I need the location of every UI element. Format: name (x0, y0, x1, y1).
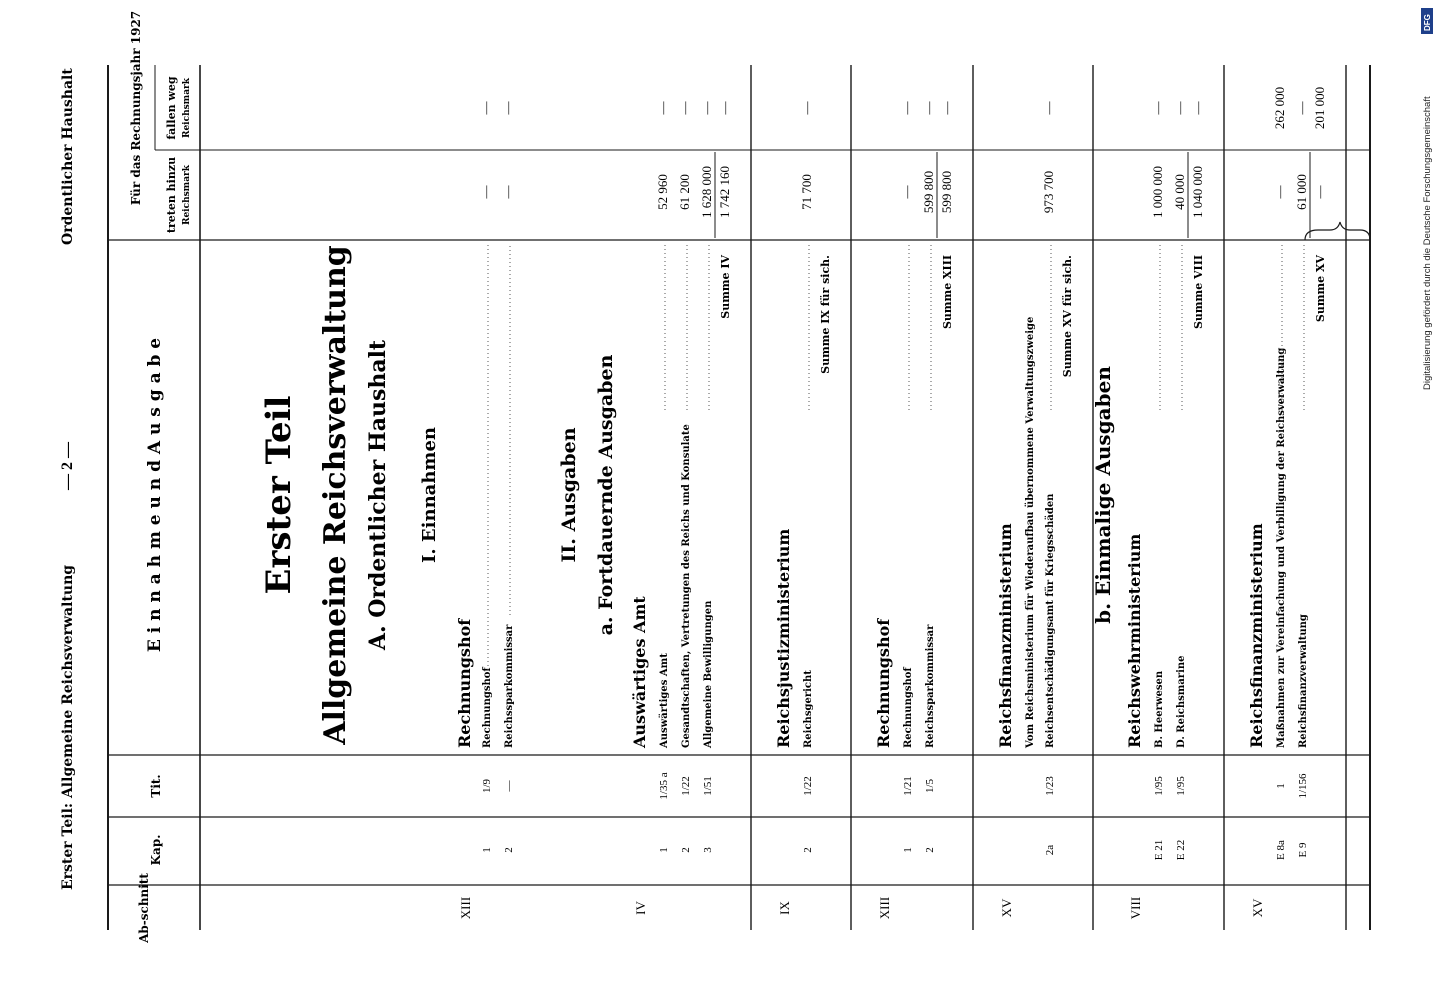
kap-cell: 2 (924, 847, 936, 853)
kap-cell: E 21 (1153, 839, 1165, 861)
heading-ongoing: a. Fortdauernde Ausgaben (595, 354, 617, 636)
sum-drop: — (1190, 101, 1205, 115)
ongoing-blocks (630, 65, 1093, 930)
abschnitt-label: XIII (458, 896, 473, 920)
row-label: Gesandtschaften, Vertretungen des Reichs und Konsulate (681, 424, 692, 748)
add-cell: 973 700 (1041, 170, 1056, 214)
row-label: Auswärtiges Amt (659, 653, 670, 748)
heading-onetime: b. Einmalige Ausgaben (1091, 366, 1115, 624)
row-label: Reichssparkommissar (504, 624, 515, 748)
heading-expenses: II. Ausgaben (558, 427, 580, 563)
sum-row (1310, 87, 1327, 322)
block-title: Reichsfinanzministerium (996, 523, 1015, 748)
sum-add: 1 040 000 (1190, 166, 1205, 218)
kap-cell: 3 (702, 847, 714, 853)
sum-drop: 201 000 (1312, 86, 1327, 130)
credit-text: Digitalisierung gefördert durch die Deutsche Forschungsgemeinschaft (1422, 96, 1433, 390)
row-label: Reichsentschädigungsamt für Kriegsschäden (1045, 493, 1056, 748)
table-row (899, 101, 914, 853)
add-cell: — (899, 185, 914, 199)
income-block-rechnungshof (455, 101, 515, 920)
kap-cell: 1 (481, 847, 493, 853)
add-cell: 71 700 (799, 174, 814, 210)
sum-row (1061, 255, 1074, 377)
sum-row (715, 101, 732, 319)
kap-cell: 2 (680, 847, 692, 853)
sum-drop: — (717, 101, 732, 115)
abschnitt-label: XV (1250, 898, 1265, 918)
drop-cell: — (899, 101, 914, 115)
kap-cell: 2 (802, 847, 814, 853)
tit-cell: 1 (1275, 783, 1287, 789)
add-cell: 1 628 000 (699, 166, 714, 218)
table-row (1025, 101, 1056, 856)
block-title: Reichsfinanzministerium (1247, 523, 1266, 748)
kap-cell: E 22 (1175, 839, 1187, 861)
budget-block (630, 65, 751, 930)
add-cell: 61 000 (1294, 174, 1309, 210)
header-drop-unit: Reichsmark (182, 77, 192, 139)
drop-cell: 262 000 (1272, 86, 1287, 130)
tit-cell: 1/23 (1044, 776, 1056, 796)
add-cell: — (1272, 185, 1287, 199)
block-title: Rechnungshof (874, 618, 893, 748)
abschnitt-label: XV (999, 898, 1014, 918)
drop-cell: — (1294, 101, 1309, 115)
row-label: Allgemeine Bewilligungen (703, 600, 714, 748)
budget-block (1125, 65, 1224, 930)
add-cell: 52 960 (655, 174, 670, 210)
table-row (500, 101, 515, 853)
kap-cell: 1 (658, 847, 670, 853)
sum-row (1188, 101, 1205, 330)
row-label: B. Heerwesen (1154, 670, 1165, 748)
row-label: Maßnahmen zur Vereinfachung und Verbilligung der Reichsverwaltung (1276, 347, 1287, 748)
tit-cell: — (503, 780, 515, 792)
budget-block (774, 65, 851, 930)
add-cell: 1 000 000 (1150, 166, 1165, 218)
sum-drop: — (939, 101, 954, 115)
kap-cell: E 9 (1297, 842, 1309, 858)
tit-cell: 1/156 (1297, 773, 1309, 799)
row-label: Reichsfinanzverwaltung (1298, 614, 1309, 748)
table-row (1272, 87, 1287, 860)
row-label: Reichsgericht (803, 670, 814, 748)
heading-part: Erster Teil (259, 395, 299, 595)
tit-cell: 1/22 (802, 776, 814, 796)
dfg-logo-text: DFG (1423, 14, 1432, 31)
add-cell: 61 200 (677, 174, 692, 210)
drop-cell: — (799, 101, 814, 115)
add-cell: — (478, 185, 493, 199)
tit-cell: 1/95 (1175, 776, 1187, 796)
kap-cell: 2 (503, 847, 515, 853)
tit-cell: 1/21 (902, 776, 914, 796)
table-row (478, 101, 493, 853)
onetime-blocks (1125, 65, 1346, 930)
drop-cell: — (699, 101, 714, 115)
sum-label: Summe XV (1314, 255, 1327, 323)
add-cell: 599 800 (921, 170, 936, 214)
sum-add: — (1312, 185, 1327, 199)
header-kap: Kap. (149, 834, 163, 866)
drop-cell: — (478, 101, 493, 115)
sum-row (819, 255, 832, 374)
budget-block (996, 65, 1093, 930)
row-label-line1: Vom Reichsministerium für Wiederaufbau übernommene Verwaltungszweige (1025, 316, 1036, 748)
sum-add: 1 742 160 (717, 166, 732, 218)
row-label: D. Reichsmarine (1176, 655, 1187, 748)
drop-cell: — (1172, 101, 1187, 115)
running-head (59, 68, 76, 890)
abschnitt-label: IV (633, 901, 648, 915)
tit-cell: 1/35 a (658, 772, 670, 800)
table-row (799, 101, 814, 853)
tit-cell: 1/51 (702, 776, 714, 796)
digitization-credit (1421, 8, 1433, 390)
table-row (1172, 101, 1187, 861)
table-row (699, 101, 714, 853)
add-cell: — (500, 185, 515, 199)
running-head-right: Ordentlicher Haushalt (60, 68, 76, 245)
block-title: Reichsjustizministerium (774, 528, 793, 748)
sum-brace (1305, 222, 1370, 240)
block-title: Rechnungshof (455, 618, 474, 748)
kap-cell: 1 (902, 847, 914, 853)
drop-cell: — (655, 101, 670, 115)
drop-cell: — (1150, 101, 1165, 115)
table-row (677, 101, 692, 853)
table-row (921, 101, 936, 853)
sum-label: Summe VIII (1192, 255, 1205, 330)
drop-cell: — (1041, 101, 1056, 115)
kap-cell: E 8a (1275, 840, 1287, 860)
drop-cell: — (921, 101, 936, 115)
budget-block (1247, 65, 1346, 930)
tit-cell: 1/9 (481, 778, 493, 794)
table-row (1150, 101, 1165, 861)
block-title: Auswärtiges Amt (630, 596, 649, 748)
kap-cell: 2a (1044, 844, 1056, 856)
rotated-page (59, 11, 1370, 944)
header-add-unit: Reichsmark (182, 164, 192, 226)
sum-row (937, 101, 954, 330)
header-tit: Tit. (149, 774, 163, 798)
running-head-left: Erster Teil: Allgemeine Reichsverwaltung (60, 564, 76, 890)
abschnitt-label: XIII (877, 896, 892, 920)
header-abschnitt: Ab-schnitt (137, 873, 151, 943)
sum-label: Summe IV (719, 255, 732, 319)
header-description: E i n n a h m e u n d A u s g a b e (145, 337, 165, 653)
sum-label: Summe XV für sich. (1061, 255, 1074, 378)
abschnitt-label: VIII (1128, 896, 1143, 920)
tit-cell: 1/22 (680, 776, 692, 796)
tit-cell: 1/5 (924, 778, 936, 794)
header-drop: fallen weg (165, 76, 178, 140)
row-label: Rechnungshof (903, 667, 914, 748)
row-label: Rechnungshof (482, 667, 493, 748)
budget-block (874, 65, 973, 930)
heading-budget: A. Ordentlicher Haushalt (365, 339, 391, 651)
table-row (1294, 101, 1309, 858)
column-headers (129, 11, 192, 944)
block-title: Reichswehrministerium (1125, 533, 1144, 748)
page-number: — 2 — (59, 442, 76, 490)
tit-cell: 1/95 (1153, 776, 1165, 796)
abschnitt-label: IX (777, 901, 792, 915)
header-group: Für das Rechnungsjahr 1927 (129, 10, 143, 206)
sum-add: 599 800 (939, 170, 954, 214)
add-cell: 40 000 (1172, 174, 1187, 210)
drop-cell: — (677, 101, 692, 115)
sum-label: Summe XIII (941, 255, 954, 330)
heading-income: I. Einnahmen (419, 426, 440, 564)
sum-label: Summe IX für sich. (819, 255, 832, 374)
row-label: Reichssparkommissar (925, 624, 936, 748)
table-row (655, 101, 670, 853)
drop-cell: — (500, 101, 515, 115)
header-add: treten hinzu (165, 156, 178, 234)
heading-administration: Allgemeine Reichsverwaltung (318, 245, 353, 745)
